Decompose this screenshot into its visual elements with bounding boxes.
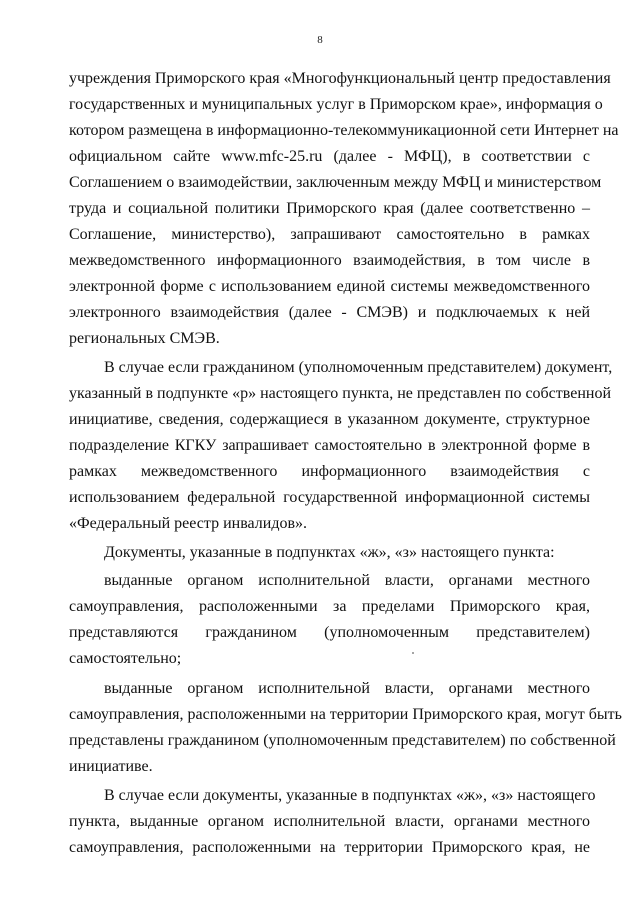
text-line: региональных СМЭВ. (69, 330, 220, 347)
text-line: подразделение КГКУ запрашивает самостоятельно в электронной форме в (69, 437, 590, 454)
text-line: В случае если документы, указанные в подпунктах «ж», «з» настоящего (104, 787, 596, 804)
text-line: электронного взаимодействия (далее - СМЭВ) и подключаемых к ней (69, 304, 590, 321)
text-line: Соглашением о взаимодействии, заключенным между МФЦ и министерством (69, 174, 602, 191)
text-line: В случае если гражданином (уполномоченным представителем) документ, (104, 359, 613, 376)
text-line: представлены гражданином (уполномоченным представителем) по собственной (69, 732, 616, 749)
text-line: официальном сайте www.mfc-25.ru (далее - МФЦ), в соответствии с (69, 148, 590, 165)
text-line: котором размещена в информационно-телекоммуникационной сети Интернет на (69, 122, 619, 139)
text-line: электронной форме с использованием единой системы межведомственного (69, 278, 590, 295)
text-line: представляются гражданином (уполномоченным представителем) (69, 624, 590, 641)
text-line: самоуправления, расположенными на территории Приморского края, не (69, 839, 590, 856)
text-line: межведомственного информационного взаимодействия, в том числе в (69, 252, 590, 269)
text-line: инициативе. (69, 758, 153, 775)
text-line: государственных и муниципальных услуг в Приморском крае», информация о (69, 96, 603, 113)
text-line: самоуправления, расположенными на территории Приморского края, могут быть (69, 706, 622, 723)
text-line: инициативе, сведения, содержащиеся в указанном документе, структурное (69, 411, 590, 428)
text-line: «Федеральный реестр инвалидов». (69, 515, 308, 532)
text-line: использованием федеральной государственной информационной системы (69, 489, 590, 506)
text-line: выданные органом исполнительной власти, органами местного (104, 572, 590, 589)
text-line: самостоятельно; (69, 650, 182, 667)
text-line: указанный в подпункте «р» настоящего пункта, не представлен по собственной (69, 385, 612, 402)
text-line: Документы, указанные в подпунктах «ж», «з» настоящего пункта: (104, 544, 555, 561)
text-line: выданные органом исполнительной власти, органами местного (104, 680, 590, 697)
text-line: учреждения Приморского края «Многофункциональный центр предоставления (69, 70, 611, 87)
text-line: труда и социальной политики Приморского края (далее соответственно – (69, 200, 590, 217)
text-line: рамках межведомственного информационного взаимодействия с (69, 463, 590, 480)
page-number: 8 (317, 34, 323, 46)
text-line: самоуправления, расположенными за пределами Приморского края, (69, 598, 590, 615)
text-line: Соглашение, министерство), запрашивают самостоятельно в рамках (69, 226, 590, 243)
text-line: пункта, выданные органом исполнительной власти, органами местного (69, 813, 590, 830)
scan-artifact-dot (412, 652, 414, 654)
